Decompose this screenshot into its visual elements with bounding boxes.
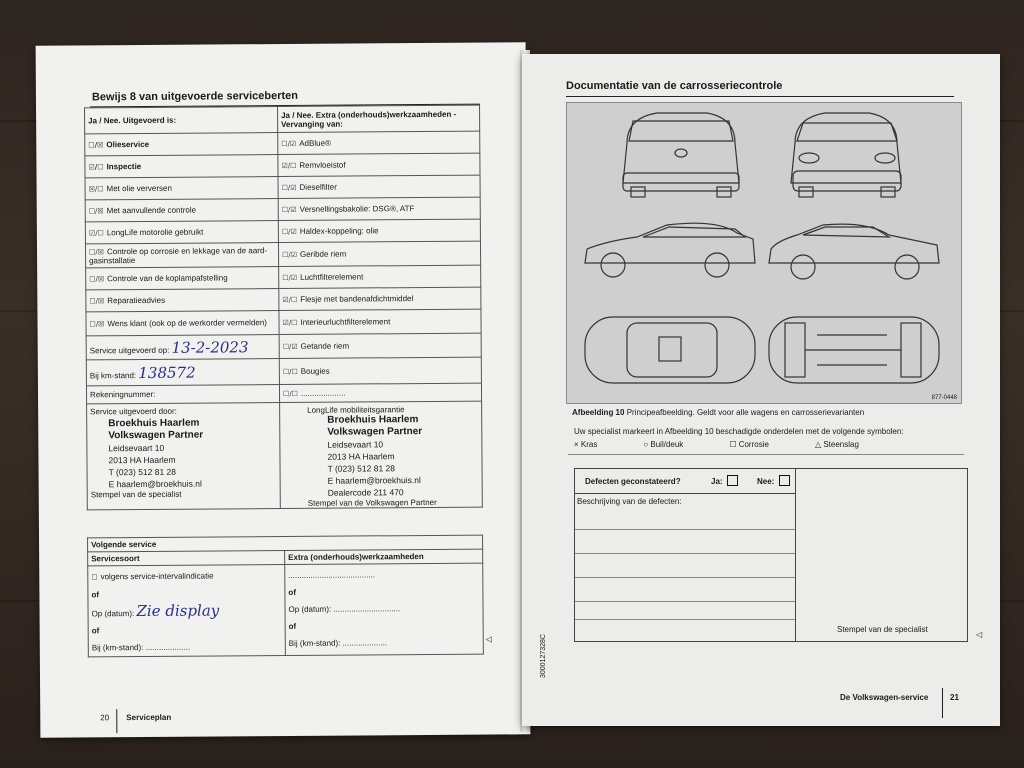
dealer-stamp-2: Broekhuis Haarlem Volkswagen Partner Leidsevaart 10 2013 HA Haarlem T (023) 512 81 28 E haarlem@broekhuis.nl Dealercode 211 470 <box>327 414 423 498</box>
car-front-view <box>791 113 901 197</box>
row-olieservice[interactable]: ☐/☒ Olieservice <box>85 133 278 156</box>
car-diagram <box>566 102 962 404</box>
right-section: De Volkswagen-service <box>840 693 929 702</box>
line-5 <box>575 619 795 620</box>
next-service-title: Volgende service <box>88 535 483 552</box>
next-service-table <box>87 535 484 658</box>
stamp-label-specialist: Stempel van de specialist <box>90 489 182 500</box>
row-koplamp[interactable]: ☐/☒ Controle van de koplampafstelling <box>86 267 279 290</box>
left-section: Serviceplan <box>126 712 172 723</box>
row-reparatieadvies[interactable]: ☐/☒ Reparatieadvies <box>86 289 279 312</box>
row-luchtfilter[interactable]: ☐/☑ Luchtfilterelement <box>279 265 481 288</box>
next-col2-header: Extra (onderhouds)werkzaamheden <box>285 549 483 564</box>
row-olie-verversen[interactable]: ☒/☐ Met olie verversen <box>85 177 278 200</box>
right-page-title: Documentatie van de carrosseriecontrole <box>566 80 783 92</box>
row-adblue[interactable]: ☐/☑ AdBlue® <box>278 131 480 154</box>
longlife-label: LongLife mobiliteitsgarantie <box>307 405 405 415</box>
next-service-type[interactable]: ☐ volgens service-intervalindicatie of Op (datum): Zie display of Bij (km-stand): .................... <box>88 564 286 656</box>
handwritten-date: 13-2-2023 <box>171 337 249 357</box>
damage-symbols <box>574 440 964 449</box>
col2-header: Ja / Nee. Extra (onderhouds)werkzaamheden - Vervanging van: <box>278 105 480 132</box>
nee-checkbox[interactable] <box>779 475 790 486</box>
row-inspectie[interactable]: ☑/☐ Inspectie <box>85 155 278 178</box>
figure-caption: Afbeelding 10 Principeafbeelding. Geldt voor alle wagens en carrosserievarianten <box>572 408 865 417</box>
partner-stamp-cell <box>280 401 483 508</box>
line-1 <box>575 529 795 530</box>
row-service-date[interactable]: Service uitgevoerd op: 13-2-2023 <box>86 335 279 360</box>
service-by-label: Service uitgevoerd door: <box>90 406 177 417</box>
row-wens-klant[interactable]: ☐/☒ Wens klant (ook op de werkorder vermelden) <box>86 311 279 336</box>
row-haldex[interactable]: ☐/☑ Haldex-koppeling: olie <box>278 219 480 242</box>
row-aanvullende-controle[interactable]: ☐/☒ Met aanvullende controle <box>85 199 278 222</box>
car-outlines <box>567 103 961 403</box>
symbol-steenslag: △ Steenslag <box>814 440 859 449</box>
symbol-corrosie: ☐ Corrosie <box>729 440 769 449</box>
row-dieselfilter[interactable]: ☐/☑ Dieselfilter <box>278 175 480 198</box>
figure-code: 877-0448 <box>931 395 957 401</box>
row-blank[interactable]: ☐/☐ .................... <box>279 383 481 402</box>
symbol-buil: ○ Buil/deuk <box>643 440 684 449</box>
row-rekeningnummer[interactable]: Rekeningnummer: <box>86 385 279 404</box>
right-continue-arrow-icon: ◁ <box>976 630 983 639</box>
defects-question-row: Defecten geconstateerd? Ja: Nee: <box>575 469 796 494</box>
side-code: 3000127328C <box>540 634 547 678</box>
dealer-stamp-cell <box>87 403 281 510</box>
row-longlife[interactable]: ☑/☐ LongLife motorolie gebruikt <box>85 221 278 244</box>
right-page-number: 21 <box>950 693 959 702</box>
defects-box <box>574 468 968 642</box>
service-table <box>84 105 483 511</box>
line-4 <box>575 601 795 602</box>
defects-description-label: Beschrijving van de defecten: <box>577 497 682 506</box>
right-title-rule <box>566 96 954 97</box>
car-underbody-view <box>769 317 939 383</box>
left-page-number: 20 <box>100 713 110 723</box>
car-side-sedan <box>585 223 755 277</box>
ja-checkbox[interactable] <box>727 475 738 486</box>
continue-arrow-icon: ◁ <box>485 634 492 644</box>
row-bandenafdicht[interactable]: ☑/☐ Flesje met bandenafdichtmiddel <box>279 287 481 310</box>
footer-divider <box>116 709 117 733</box>
col1-header: Ja / Nee. Uitgevoerd is: <box>85 107 278 134</box>
row-versnellingsbakolie[interactable]: ☐/☑ Versnellingsbakolie: DSG®, ATF <box>278 197 480 220</box>
handwritten-km: 138572 <box>138 363 196 382</box>
row-aardgas[interactable]: ☐/☒ Controle op corrosie en lekkage van de aard-gasinstallatie <box>85 243 278 268</box>
car-top-view <box>585 317 755 383</box>
right-stamp-label: Stempel van de specialist <box>837 625 928 634</box>
next-col1-header: Servicesoort <box>88 550 285 565</box>
dealer-stamp-1: Broekhuis Haarlem Volkswagen Partner Leidsevaart 10 2013 HA Haarlem T (023) 512 81 28 E haarlem@broekhuis.nl <box>108 417 204 490</box>
row-bougies[interactable]: ☐/☐ Bougies <box>279 357 481 384</box>
right-footer-divider <box>942 688 943 718</box>
defects-divider <box>795 469 796 641</box>
car-side-hatch <box>769 224 939 279</box>
car-rear-view <box>623 113 739 197</box>
row-interieurfilter[interactable]: ☑/☐ Interieurluchtfilterelement <box>279 309 481 334</box>
row-km-stand[interactable]: Bij km-stand: 138572 <box>86 359 279 386</box>
line-3 <box>575 577 795 578</box>
symbols-rule <box>568 454 964 455</box>
row-getande-riem[interactable]: ☐/☑ Getande riem <box>279 333 481 358</box>
row-remvloeistof[interactable]: ☑/☐ Remvloeistof <box>278 153 480 176</box>
stamp-label-partner: Stempel van de Volkswagen Partner <box>307 497 437 508</box>
left-page <box>36 42 531 737</box>
row-geribde-riem[interactable]: ☐/☑ Geribde riem <box>278 241 480 266</box>
symbol-kras: × Kras <box>574 440 598 449</box>
next-extra-work[interactable]: ....................................... of Op (datum): .............................. of Bij (km-stand): .................... <box>285 563 484 655</box>
left-page-title: Bewijs 8 van uitgevoerde serviceberten <box>91 89 299 104</box>
line-2 <box>575 553 795 554</box>
instruction-text: Uw specialist markeert in Afbeelding 10 beschadigde onderdelen met de volgende symbolen: <box>574 427 904 436</box>
handwritten-next: Zie display <box>136 601 220 621</box>
